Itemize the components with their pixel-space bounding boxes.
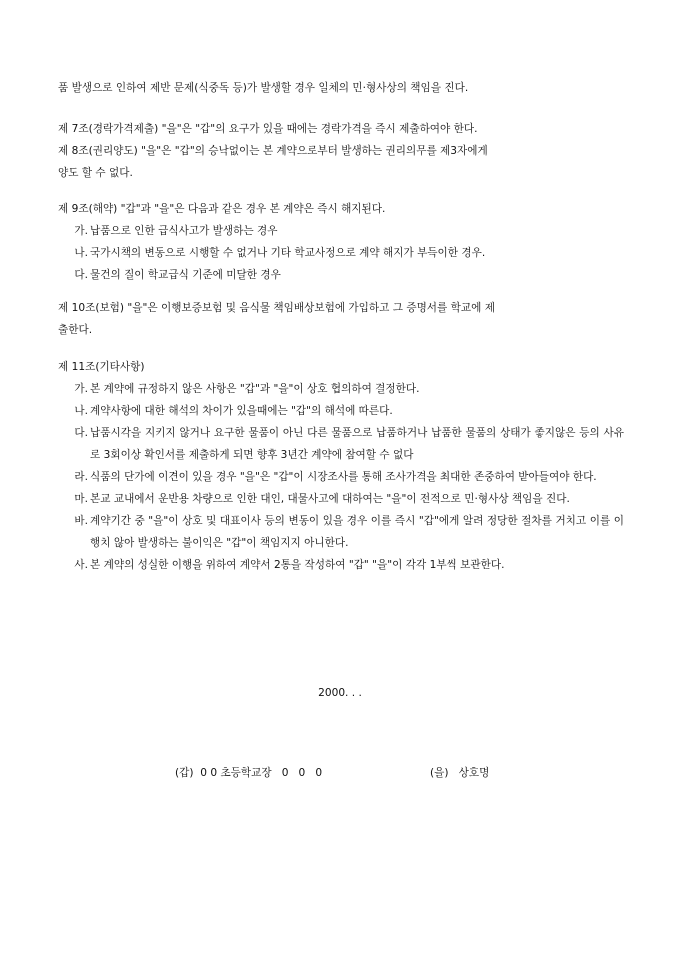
article-11 bbox=[58, 356, 624, 576]
article-6-continuation bbox=[58, 77, 624, 99]
article-11-title: 제 11조(기타사항) bbox=[58, 361, 145, 373]
list-item bbox=[58, 510, 624, 554]
item-text: 물건의 질이 학교급식 기준에 미달한 경우 bbox=[90, 269, 281, 281]
article-8 bbox=[58, 140, 624, 184]
list-item bbox=[58, 242, 624, 264]
item-mark: 다. bbox=[74, 269, 88, 281]
list-item bbox=[58, 400, 624, 422]
item-text: 계약기간 중 "을"이 상호 및 대표이사 등의 변동이 있을 경우 이를 즉시 "갑"에게 알려 정당한 절차를 거치고 이를 이행치 않아 발생하는 불이익은 "갑"이 책임지지 아니한다. bbox=[90, 515, 624, 549]
item-text: 납품으로 인한 급식사고가 발생하는 경우 bbox=[90, 225, 278, 237]
article-8-line2: 양도 할 수 없다. bbox=[58, 167, 133, 179]
item-mark: 바. bbox=[74, 515, 88, 527]
item-text: 본 계약의 성실한 이행을 위하여 계약서 2통을 작성하여 "갑" "을"이 각각 1부씩 보관한다. bbox=[90, 559, 505, 571]
article-7 bbox=[58, 118, 624, 140]
item-mark: 사. bbox=[74, 559, 88, 571]
article-8-line1: 제 8조(권리양도) "을"은 "갑"의 승낙없이는 본 계약으로부터 발생하는 권리의무를 제3자에게 bbox=[58, 145, 488, 157]
article-9-title: 제 9조(해약) "갑"과 "을"은 다음과 같은 경우 본 계약은 즉시 해지된다. bbox=[58, 203, 386, 215]
item-mark: 라. bbox=[74, 471, 88, 483]
article-9 bbox=[58, 198, 624, 286]
article-10-line1: 제 10조(보험) "을"은 이행보증보험 및 음식물 책임배상보험에 가입하고 그 증명서를 학교에 제 bbox=[58, 302, 495, 314]
contract-date: 2000. . . bbox=[318, 687, 362, 699]
list-item bbox=[58, 378, 624, 400]
signature-gap: (갑) 0 0 초등학교장 0 0 0 bbox=[175, 767, 323, 779]
article-10 bbox=[58, 297, 624, 341]
article-10-line2: 출한다. bbox=[58, 324, 93, 336]
item-mark: 나. bbox=[74, 405, 88, 417]
item-text: 식품의 단가에 이견이 있을 경우 "을"은 "갑"이 시장조사를 통해 조사가격을 최대한 존중하여 받아들여야 한다. bbox=[90, 471, 597, 483]
item-mark: 가. bbox=[74, 383, 88, 395]
item-text: 본교 교내에서 운반용 차량으로 인한 대인, 대물사고에 대하여는 "을"이 전적으로 민·형사상 책임을 진다. bbox=[90, 493, 570, 505]
article-7-text: 제 7조(경락가격제출) "을"은 "갑"의 요구가 있을 때에는 경락가격을 즉시 제출하여야 한다. bbox=[58, 123, 478, 135]
item-mark: 가. bbox=[74, 225, 88, 237]
item-mark: 마. bbox=[74, 493, 88, 505]
item-mark: 나. bbox=[74, 247, 88, 259]
item-text: 국가시책의 변동으로 시행할 수 없거나 기타 학교사정으로 계약 해지가 부득이한 경우. bbox=[90, 247, 486, 259]
list-item bbox=[58, 554, 624, 576]
list-item bbox=[58, 488, 624, 510]
item-mark: 다. bbox=[74, 427, 88, 439]
item-text: 계약사항에 대한 해석의 차이가 있을때에는 "갑"의 해석에 따른다. bbox=[90, 405, 393, 417]
list-item bbox=[58, 264, 624, 286]
list-item bbox=[58, 422, 624, 466]
signature-eul: (을) 상호명 bbox=[430, 767, 490, 779]
list-item bbox=[58, 466, 624, 488]
item-text: 본 계약에 규정하지 않은 사항은 "갑"과 "을"이 상호 협의하여 결정한다. bbox=[90, 383, 420, 395]
paragraph-line: 품 발생으로 인하여 제반 문제(식중독 등)가 발생할 경우 일체의 민·형사상의 책임을 진다. bbox=[58, 82, 469, 94]
list-item bbox=[58, 220, 624, 242]
item-text: 납품시각을 지키지 않거나 요구한 물품이 아닌 다른 물품으로 납품하거나 납품한 물품의 상태가 좋지않은 등의 사유로 3회이상 확인서를 제출하게 되면 향후 3년간 계약에 참여할 수 없다 bbox=[90, 427, 624, 461]
